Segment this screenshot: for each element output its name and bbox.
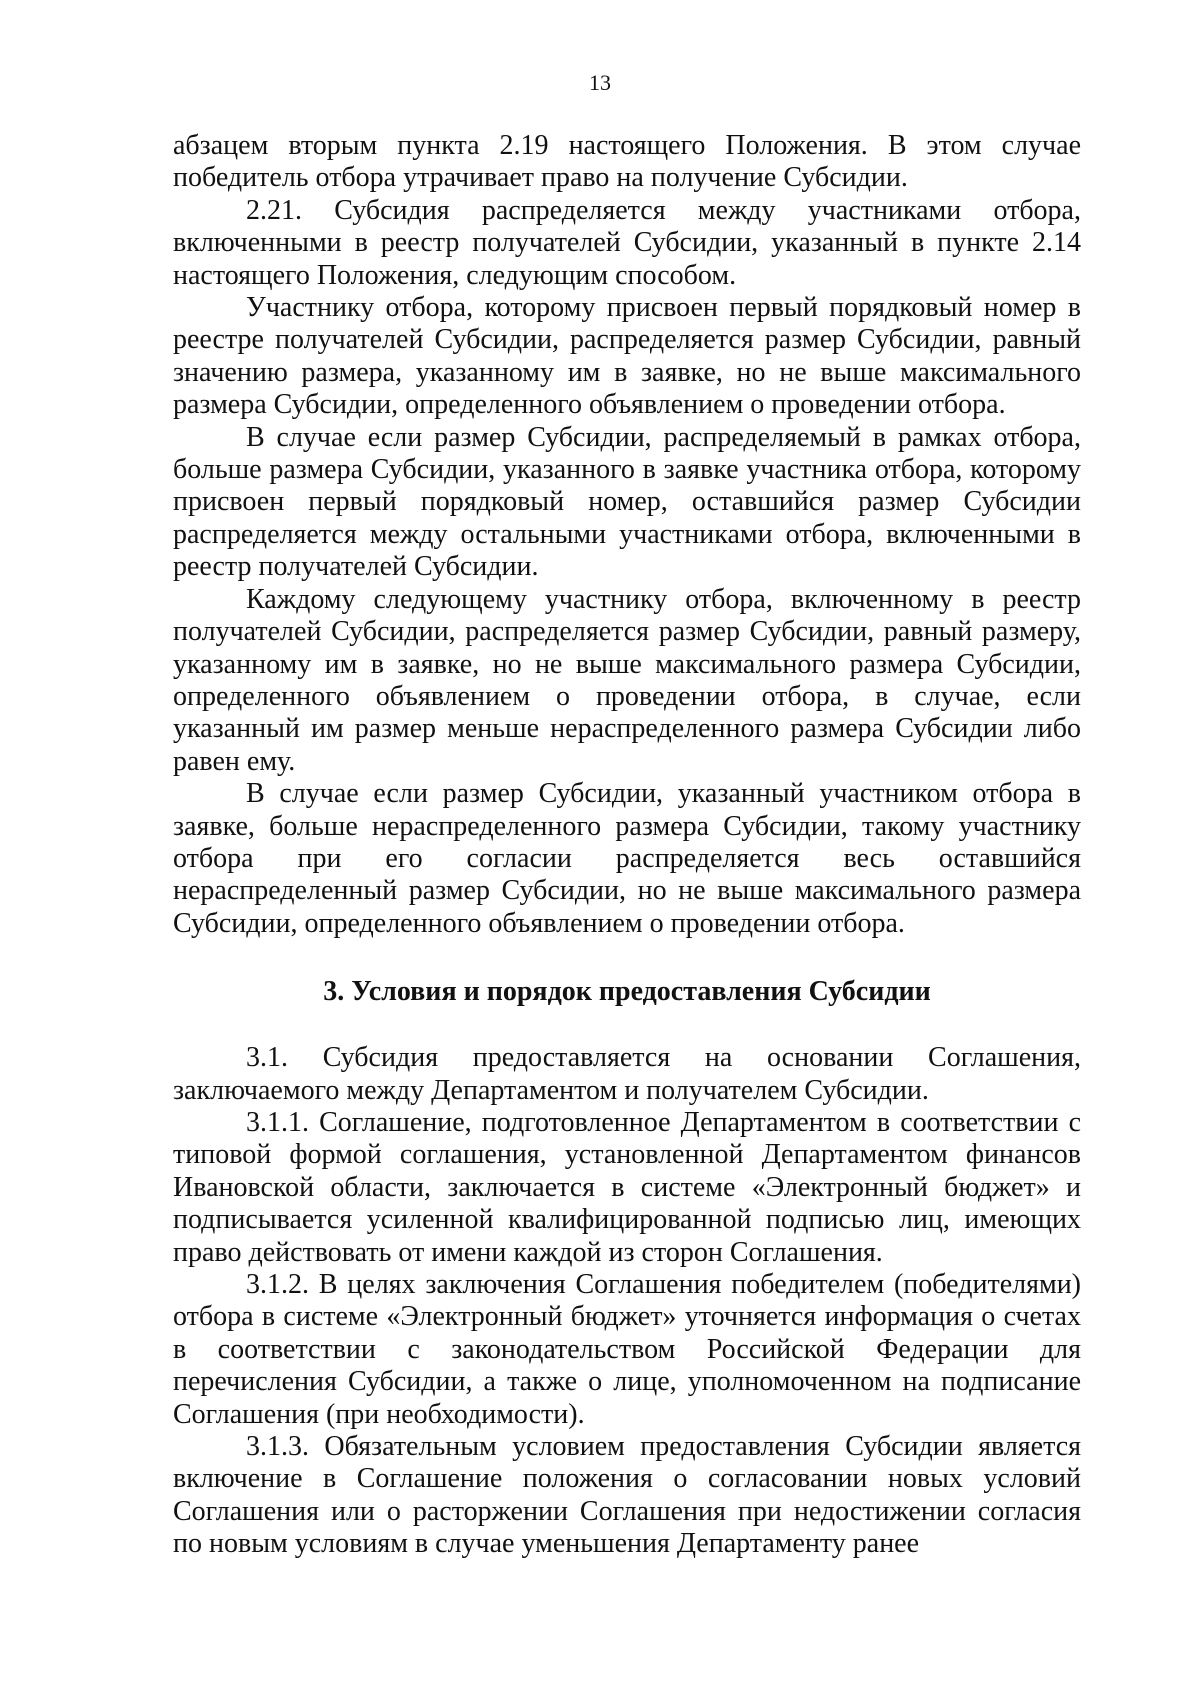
section-heading: 3. Условия и порядок предоставления Субсидии	[323, 976, 931, 1008]
page-number: 13	[589, 70, 611, 95]
paragraph-3-1-1: 3.1.1. Соглашение, подготовленное Департаментом в соответствии с типовой формой соглашения, установленной Департаментом финансов Ивановской области, заключается в системе «Электронный бюджет» и подписывается усиленной квалифицированной подписью лиц, имеющих право действовать от имени каждой из сторон Соглашения.	[173, 1106, 1081, 1268]
paragraph-3-1-2: 3.1.2. В целях заключения Соглашения победителем (победителями) отбора в системе «Электронный бюджет» уточняется информация о счетах в соответствии с законодательством Российской Федерации для перечисления Субсидии, а также о лице, уполномоченном на подписание Соглашения (при необходимости).	[173, 1269, 1081, 1430]
paragraph-first-participant: Участнику отбора, которому присвоен первый порядковый номер в реестре получателей Субсидии, распределяется размер Субсидии, равный значению размера, указанному им в заявке, но не выше максимального размера Субсидии, определенного объявлением о проведении отбора.	[173, 292, 1081, 421]
paragraph-remaining-subsidy: В случае если размер Субсидии, распределяемый в рамках отбора, больше размера Субсидии, указанного в заявке участника отбора, которому присвоен первый порядковый номер, оставшийся размер Субсидии распределяется между остальными участниками отбора, включенными в реестр получателей Субсидии.	[173, 421, 1081, 583]
paragraph-3-1: 3.1. Субсидия предоставляется на основании Соглашения, заключаемого между Департаментом и получателем Субсидии.	[173, 1042, 1081, 1106]
paragraph-3-1-3: 3.1.3. Обязательным условием предоставления Субсидии является включение в Соглашение положения о согласовании новых условий Соглашения или о расторжении Соглашения при недостижении согласия по новым условиям в случае уменьшения Департаменту ранее	[173, 1431, 1081, 1560]
paragraph-undistributed-subsidy: В случае если размер Субсидии, указанный участником отбора в заявке, больше нераспределенного размера Субсидии, такому участнику отбора при его согласии распределяется весь оставшийся нераспределенный размер Субсидии, но не выше максимального размера Субсидии, определенного объявлением о проведении отбора.	[173, 778, 1081, 939]
paragraph-2-21: 2.21. Субсидия распределяется между участниками отбора, включенными в реестр получателей Субсидии, указанный в пункте 2.14 настоящего Положения, следующим способом.	[173, 194, 1081, 291]
paragraph-next-participant: Каждому следующему участнику отбора, включенному в реестр получателей Субсидии, распределяется размер Субсидии, равный размеру, указанному им в заявке, но не выше максимального размера Субсидии, определенного объявлением о проведении отбора, в случае, если указанный им размер меньше нераспределенного размера Субсидии либо равен ему.	[173, 583, 1081, 777]
paragraph-continuation: абзацем вторым пункта 2.19 настоящего Положения. В этом случае победитель отбора утрачивает право на получение Субсидии.	[173, 130, 1081, 194]
document-body	[173, 130, 1081, 1561]
